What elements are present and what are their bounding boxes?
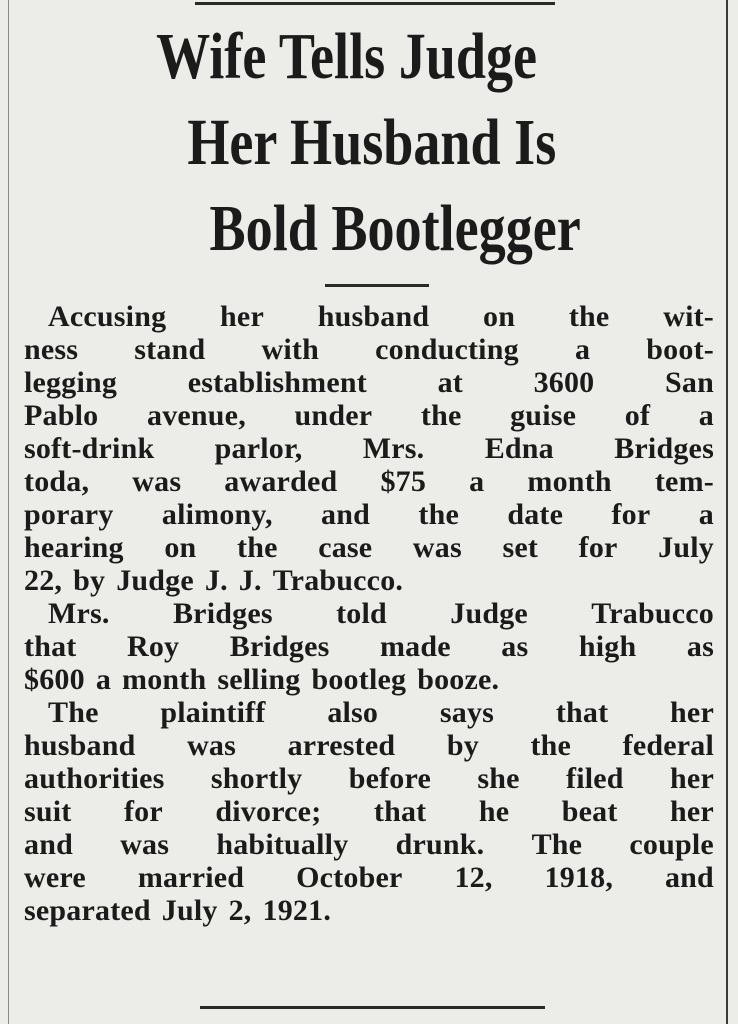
article-word: at xyxy=(437,366,463,399)
article-word: that xyxy=(373,795,427,828)
article-word: divorce; xyxy=(215,795,322,828)
article-word: wit- xyxy=(663,300,714,333)
article-word: Trabucco xyxy=(591,597,714,630)
article-line xyxy=(24,861,714,894)
article-word: Bridges xyxy=(172,597,273,630)
article-word: her xyxy=(670,696,714,729)
article-word: with xyxy=(261,333,319,366)
article-word: a xyxy=(698,399,714,432)
article-word: federal xyxy=(622,729,714,762)
article-word: selling xyxy=(217,663,301,696)
article-word: told xyxy=(336,597,387,630)
article-word: plaintiff xyxy=(160,696,266,729)
article-word: boot- xyxy=(646,333,714,366)
article-line xyxy=(24,498,714,531)
article-word: Pablo xyxy=(24,399,99,432)
article-word: hearing xyxy=(24,531,124,564)
article-body xyxy=(24,300,714,927)
article-word: $75 xyxy=(380,465,427,498)
article-word: and xyxy=(321,498,371,531)
article-line xyxy=(24,432,714,465)
article-word: date xyxy=(507,498,564,531)
article-word: The xyxy=(48,696,99,729)
article-word: bootleg xyxy=(311,663,407,696)
article-word: that xyxy=(555,696,609,729)
headline-divider-rule xyxy=(325,284,429,287)
article-word: on xyxy=(164,531,197,564)
article-word: porary xyxy=(24,498,114,531)
article-word: 3600 xyxy=(533,366,595,399)
article-word: he xyxy=(478,795,510,828)
article-word: guise xyxy=(510,399,577,432)
article-word: by xyxy=(446,729,479,762)
article-word: 1921. xyxy=(262,894,332,927)
column-border-right xyxy=(726,0,728,1024)
article-word: case xyxy=(318,531,373,564)
article-line xyxy=(24,729,714,762)
article-word: 12, xyxy=(454,861,493,894)
article-word: Mrs. xyxy=(48,597,110,630)
article-word: July xyxy=(658,531,714,564)
headline-line-3: Bold Bootlegger xyxy=(209,192,581,265)
article-word: for xyxy=(578,531,618,564)
article-word: says xyxy=(439,696,495,729)
article-word: a xyxy=(698,498,714,531)
article-word: was xyxy=(120,828,170,861)
article-word: arrested xyxy=(287,729,396,762)
top-rule xyxy=(195,2,555,5)
article-word: filed xyxy=(566,762,624,795)
article-word: of xyxy=(624,399,651,432)
article-word: month xyxy=(122,663,207,696)
article-word: husband xyxy=(24,729,136,762)
article-word: married xyxy=(137,861,245,894)
article-line xyxy=(24,399,714,432)
article-word: The xyxy=(531,828,583,861)
article-word: her xyxy=(670,795,714,828)
article-word: a xyxy=(95,663,112,696)
column-border-left xyxy=(8,0,9,1024)
article-word: and xyxy=(664,861,714,894)
article-word: drunk. xyxy=(395,828,485,861)
article-word: month xyxy=(527,465,612,498)
article-line xyxy=(24,531,714,564)
article-word: habitually xyxy=(216,828,349,861)
article-line xyxy=(24,366,714,399)
article-word: Edna xyxy=(484,432,554,465)
article-line xyxy=(24,795,714,828)
article-word: were xyxy=(24,861,86,894)
article-line xyxy=(24,630,714,663)
article-word: couple xyxy=(629,828,714,861)
article-word: $600 xyxy=(24,663,85,696)
article-word: high xyxy=(578,630,637,663)
article-word: Bridges xyxy=(229,630,330,663)
headline-line-1: Wife Tells Judge xyxy=(156,20,538,93)
article-word: Trabucco. xyxy=(272,564,404,597)
article-word: awarded xyxy=(224,465,338,498)
article-line xyxy=(24,300,714,333)
article-word: as xyxy=(501,630,529,663)
article-word: set xyxy=(502,531,539,564)
article-word: legging xyxy=(24,366,118,399)
article-word: Accusing xyxy=(48,300,167,333)
article-word: stand xyxy=(134,333,206,366)
article-word: for xyxy=(611,498,651,531)
article-word: alimony, xyxy=(161,498,273,531)
article-line xyxy=(24,828,714,861)
article-word: for xyxy=(123,795,163,828)
article-word: avenue, xyxy=(147,399,246,432)
headline xyxy=(20,14,720,272)
article-word: a xyxy=(574,333,591,366)
article-word: Mrs. xyxy=(362,432,425,465)
article-word: conducting xyxy=(375,333,519,366)
article-word: 1918, xyxy=(544,861,614,894)
article-word: the xyxy=(530,729,572,762)
article-word: booze. xyxy=(417,663,500,696)
article-word: under xyxy=(294,399,373,432)
article-word: the xyxy=(418,498,459,531)
article-word: a xyxy=(469,465,485,498)
article-word: J. xyxy=(204,564,228,597)
headline-line-2: Her Husband Is xyxy=(187,106,557,179)
article-word: as xyxy=(686,630,714,663)
article-word: husband xyxy=(317,300,430,333)
article-word: July xyxy=(161,894,218,927)
article-word: the xyxy=(568,300,610,333)
article-line xyxy=(24,696,714,729)
article-line xyxy=(24,894,714,927)
article-word: suit xyxy=(24,795,72,828)
article-word: October xyxy=(296,861,403,894)
article-word: J. xyxy=(238,564,262,597)
article-word: was xyxy=(412,531,462,564)
article-word: before xyxy=(348,762,431,795)
article-word: Judge xyxy=(116,564,194,597)
article-line xyxy=(24,663,714,696)
article-word: authorities xyxy=(24,762,165,795)
article-word: also xyxy=(327,696,379,729)
article-line xyxy=(24,333,714,366)
article-word: shortly xyxy=(210,762,303,795)
article-word: Judge xyxy=(450,597,528,630)
article-word: her xyxy=(220,300,264,333)
article-word: separated xyxy=(24,894,151,927)
article-line xyxy=(24,597,714,630)
article-word: ness xyxy=(24,333,79,366)
article-line xyxy=(24,762,714,795)
article-word: made xyxy=(379,630,451,663)
article-word: her xyxy=(670,762,714,795)
article-word: beat xyxy=(561,795,618,828)
article-word: establishment xyxy=(187,366,367,399)
article-word: toda, xyxy=(24,465,90,498)
article-line xyxy=(24,465,714,498)
article-word: parlor, xyxy=(214,432,303,465)
article-word: San xyxy=(665,366,714,399)
article-word: by xyxy=(73,564,106,597)
article-word: 2, xyxy=(228,894,252,927)
article-word: was xyxy=(187,729,237,762)
article-word: she xyxy=(477,762,520,795)
article-word: was xyxy=(132,465,182,498)
article-word: Roy xyxy=(126,630,180,663)
article-word: and xyxy=(24,828,73,861)
article-word: the xyxy=(420,399,462,432)
article-word: that xyxy=(24,630,77,663)
article-word: the xyxy=(237,531,278,564)
article-word: on xyxy=(483,300,516,333)
article-word: soft-drink xyxy=(24,432,155,465)
article-word: Bridges xyxy=(614,432,714,465)
article-word: tem- xyxy=(654,465,714,498)
bottom-rule xyxy=(200,1006,545,1009)
article-line xyxy=(24,564,714,597)
article-word: 22, xyxy=(24,564,63,597)
